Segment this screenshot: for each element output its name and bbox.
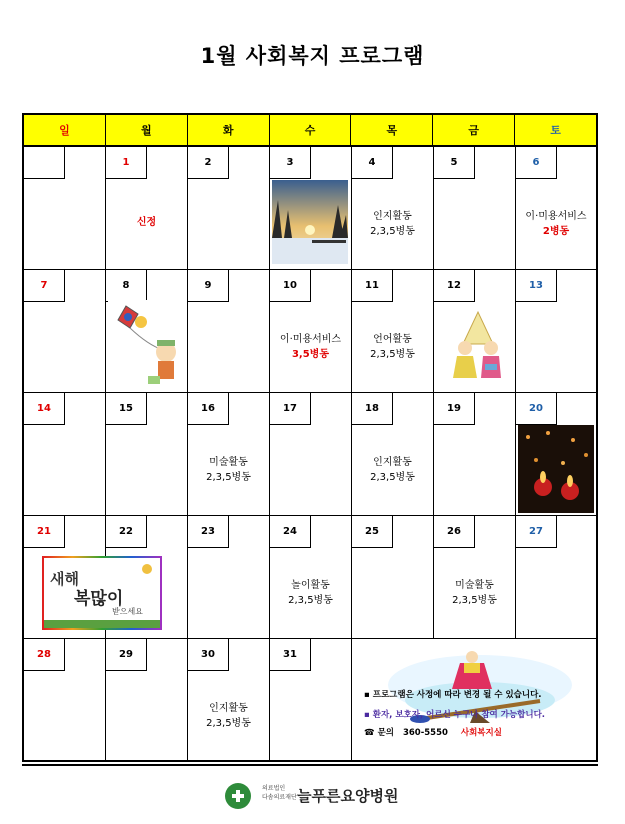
weekday-tue: 화: [188, 115, 270, 147]
day-number-fri: 26: [434, 516, 475, 548]
kite-child-illustration: [108, 300, 186, 388]
program-ward: 2,3,5병동: [370, 472, 415, 483]
calendar-day-cell: [434, 393, 516, 516]
day-number-mon: 8: [106, 270, 147, 302]
card-text-1: 새해: [50, 570, 79, 588]
calendar-day-cell: [106, 147, 188, 270]
note-participation: [364, 708, 545, 720]
day-number-thu: 25: [352, 516, 393, 548]
calendar-day-cell: [516, 270, 596, 393]
program-name: 인지활동: [373, 457, 412, 468]
contact-phone: 360-5550: [402, 728, 448, 738]
weekday-fri: 금: [433, 115, 515, 147]
calendar-day-cell: [270, 639, 352, 762]
calendar-day-cell: [188, 516, 270, 639]
calendar-day-cell: [24, 147, 106, 270]
weekday-sun: 일: [24, 115, 106, 147]
weekday-header: [24, 115, 596, 147]
note-participation-text: 환자, 보호자, 어르신 누구나 참여 가능합니다.: [372, 710, 546, 720]
weekday-sat: 토: [515, 115, 596, 147]
day-number-sun: 14: [24, 393, 65, 425]
program-event: [270, 578, 351, 608]
weekday-thu: 목: [351, 115, 433, 147]
day-number-sat: 13: [516, 270, 557, 302]
page-title: 1월 사회복지 프로그램: [200, 44, 425, 68]
calendar-day-cell: [188, 147, 270, 270]
bullet-icon: ▪: [364, 710, 373, 720]
day-number-sat: 20: [516, 393, 557, 425]
program-ward: 2,3,5병동: [206, 472, 251, 483]
note-schedule-text: 프로그램은 사정에 따라 변경 될 수 있습니다.: [372, 690, 542, 700]
card-sun-icon: [142, 564, 152, 574]
card-grass: [44, 620, 160, 628]
day-number-wed: 10: [270, 270, 311, 302]
calendar-day-cell: [434, 516, 516, 639]
program-event: [188, 701, 269, 731]
day-number-sun: 7: [24, 270, 65, 302]
calendar-day-cell: [24, 270, 106, 393]
calendar-day-cell: [516, 516, 596, 639]
weekday-mon: 월: [106, 115, 188, 147]
program-event: [434, 578, 515, 608]
program-ward: 2,3,5병동: [452, 595, 497, 606]
day-number-tue: 2: [188, 147, 229, 179]
holiday-label: 신정: [136, 217, 157, 228]
day-number-mon: 29: [106, 639, 147, 671]
card-text-2: 복많이: [74, 589, 124, 609]
day-number-fri: 12: [434, 270, 475, 302]
day-number-sun: 28: [24, 639, 65, 671]
program-event: [352, 455, 433, 485]
day-number-thu: 11: [352, 270, 393, 302]
day-number-thu: 4: [352, 147, 393, 179]
day-number-sat: 27: [516, 516, 557, 548]
calendar-day-cell: [270, 393, 352, 516]
program-name: 미술활동: [209, 457, 248, 468]
day-number-wed: 17: [270, 393, 311, 425]
program-ward: 3,5병동: [291, 349, 330, 360]
day-number-tue: 30: [188, 639, 229, 671]
day-number-wed: 31: [270, 639, 311, 671]
note-schedule: [364, 688, 542, 700]
program-name: 인지활동: [373, 211, 412, 222]
day-number-mon: 22: [106, 516, 147, 548]
calendar-day-cell: [24, 393, 106, 516]
hospital-logo-icon: [225, 783, 251, 809]
program-name: 미술활동: [455, 580, 494, 591]
foundation-type: 의료법인: [262, 785, 286, 792]
day-number-tue: 9: [188, 270, 229, 302]
calendar-day-cell: [270, 270, 352, 393]
calendar-day-cell: [516, 147, 596, 270]
calendar-day-cell: [188, 639, 270, 762]
calendar-day-cell: [188, 270, 270, 393]
calendar-day-cell: [352, 516, 434, 639]
program-name: 인지활동: [209, 703, 248, 714]
calendar-day-cell: [106, 639, 188, 762]
program-ward: 2병동: [542, 226, 570, 237]
day-number-fri: 19: [434, 393, 475, 425]
day-number-sat: 6: [516, 147, 557, 179]
snow-sunset-photo: [272, 180, 348, 264]
day-number-tue: 23: [188, 516, 229, 548]
day-number-sun: 21: [24, 516, 65, 548]
foundation-name: [262, 784, 297, 802]
calendar-day-cell: [188, 393, 270, 516]
program-name: 언어활동: [373, 334, 412, 345]
program-ward: 2,3,5병동: [206, 718, 251, 729]
program-event: [270, 332, 351, 362]
candles-photo: [518, 425, 594, 513]
day-number-wed: 3: [270, 147, 311, 179]
day-number-tue: 16: [188, 393, 229, 425]
day-number-fri: 5: [434, 147, 475, 179]
phone-icon: ☎: [364, 728, 375, 738]
program-event: [352, 332, 433, 362]
calendar-day-cell: [106, 393, 188, 516]
calendar-day-cell: [24, 639, 106, 762]
hanbok-children-illustration: [443, 304, 513, 384]
contact-department: 사회복지실: [460, 728, 502, 738]
program-ward: 2,3,5병동: [288, 595, 333, 606]
calendar-day-cell: [352, 147, 434, 270]
program-name: 이·미용서비스: [525, 211, 587, 222]
hospital-name: 늘푸른요양병원: [297, 787, 399, 805]
weekday-wed: 수: [270, 115, 352, 147]
bullet-icon: ▪: [364, 690, 373, 700]
program-name: 이·미용서비스: [279, 334, 342, 345]
day-number-thu: 18: [352, 393, 393, 425]
program-ward: 2,3,5병동: [370, 226, 415, 237]
program-event: [516, 209, 596, 239]
program-event: [352, 209, 433, 239]
day-number-mon: 15: [106, 393, 147, 425]
footer-divider: [22, 764, 598, 766]
calendar-day-cell: [270, 516, 352, 639]
note-contact: [364, 726, 502, 738]
program-event: [106, 215, 187, 230]
calendar-day-cell: [352, 393, 434, 516]
card-text-3: 받으세요: [112, 607, 143, 616]
contact-label: 문의: [377, 728, 394, 738]
program-ward: 2,3,5병동: [370, 349, 415, 360]
day-number-mon: 1: [106, 147, 147, 179]
calendar-day-cell: [352, 270, 434, 393]
new-year-greeting-card: [42, 556, 162, 630]
foundation-title: 다솜의료재단: [262, 794, 297, 801]
day-number-sun: [24, 147, 65, 179]
program-event: [188, 455, 269, 485]
day-number-wed: 24: [270, 516, 311, 548]
program-name: 놀이활동: [291, 580, 330, 591]
calendar-day-cell: [434, 147, 516, 270]
